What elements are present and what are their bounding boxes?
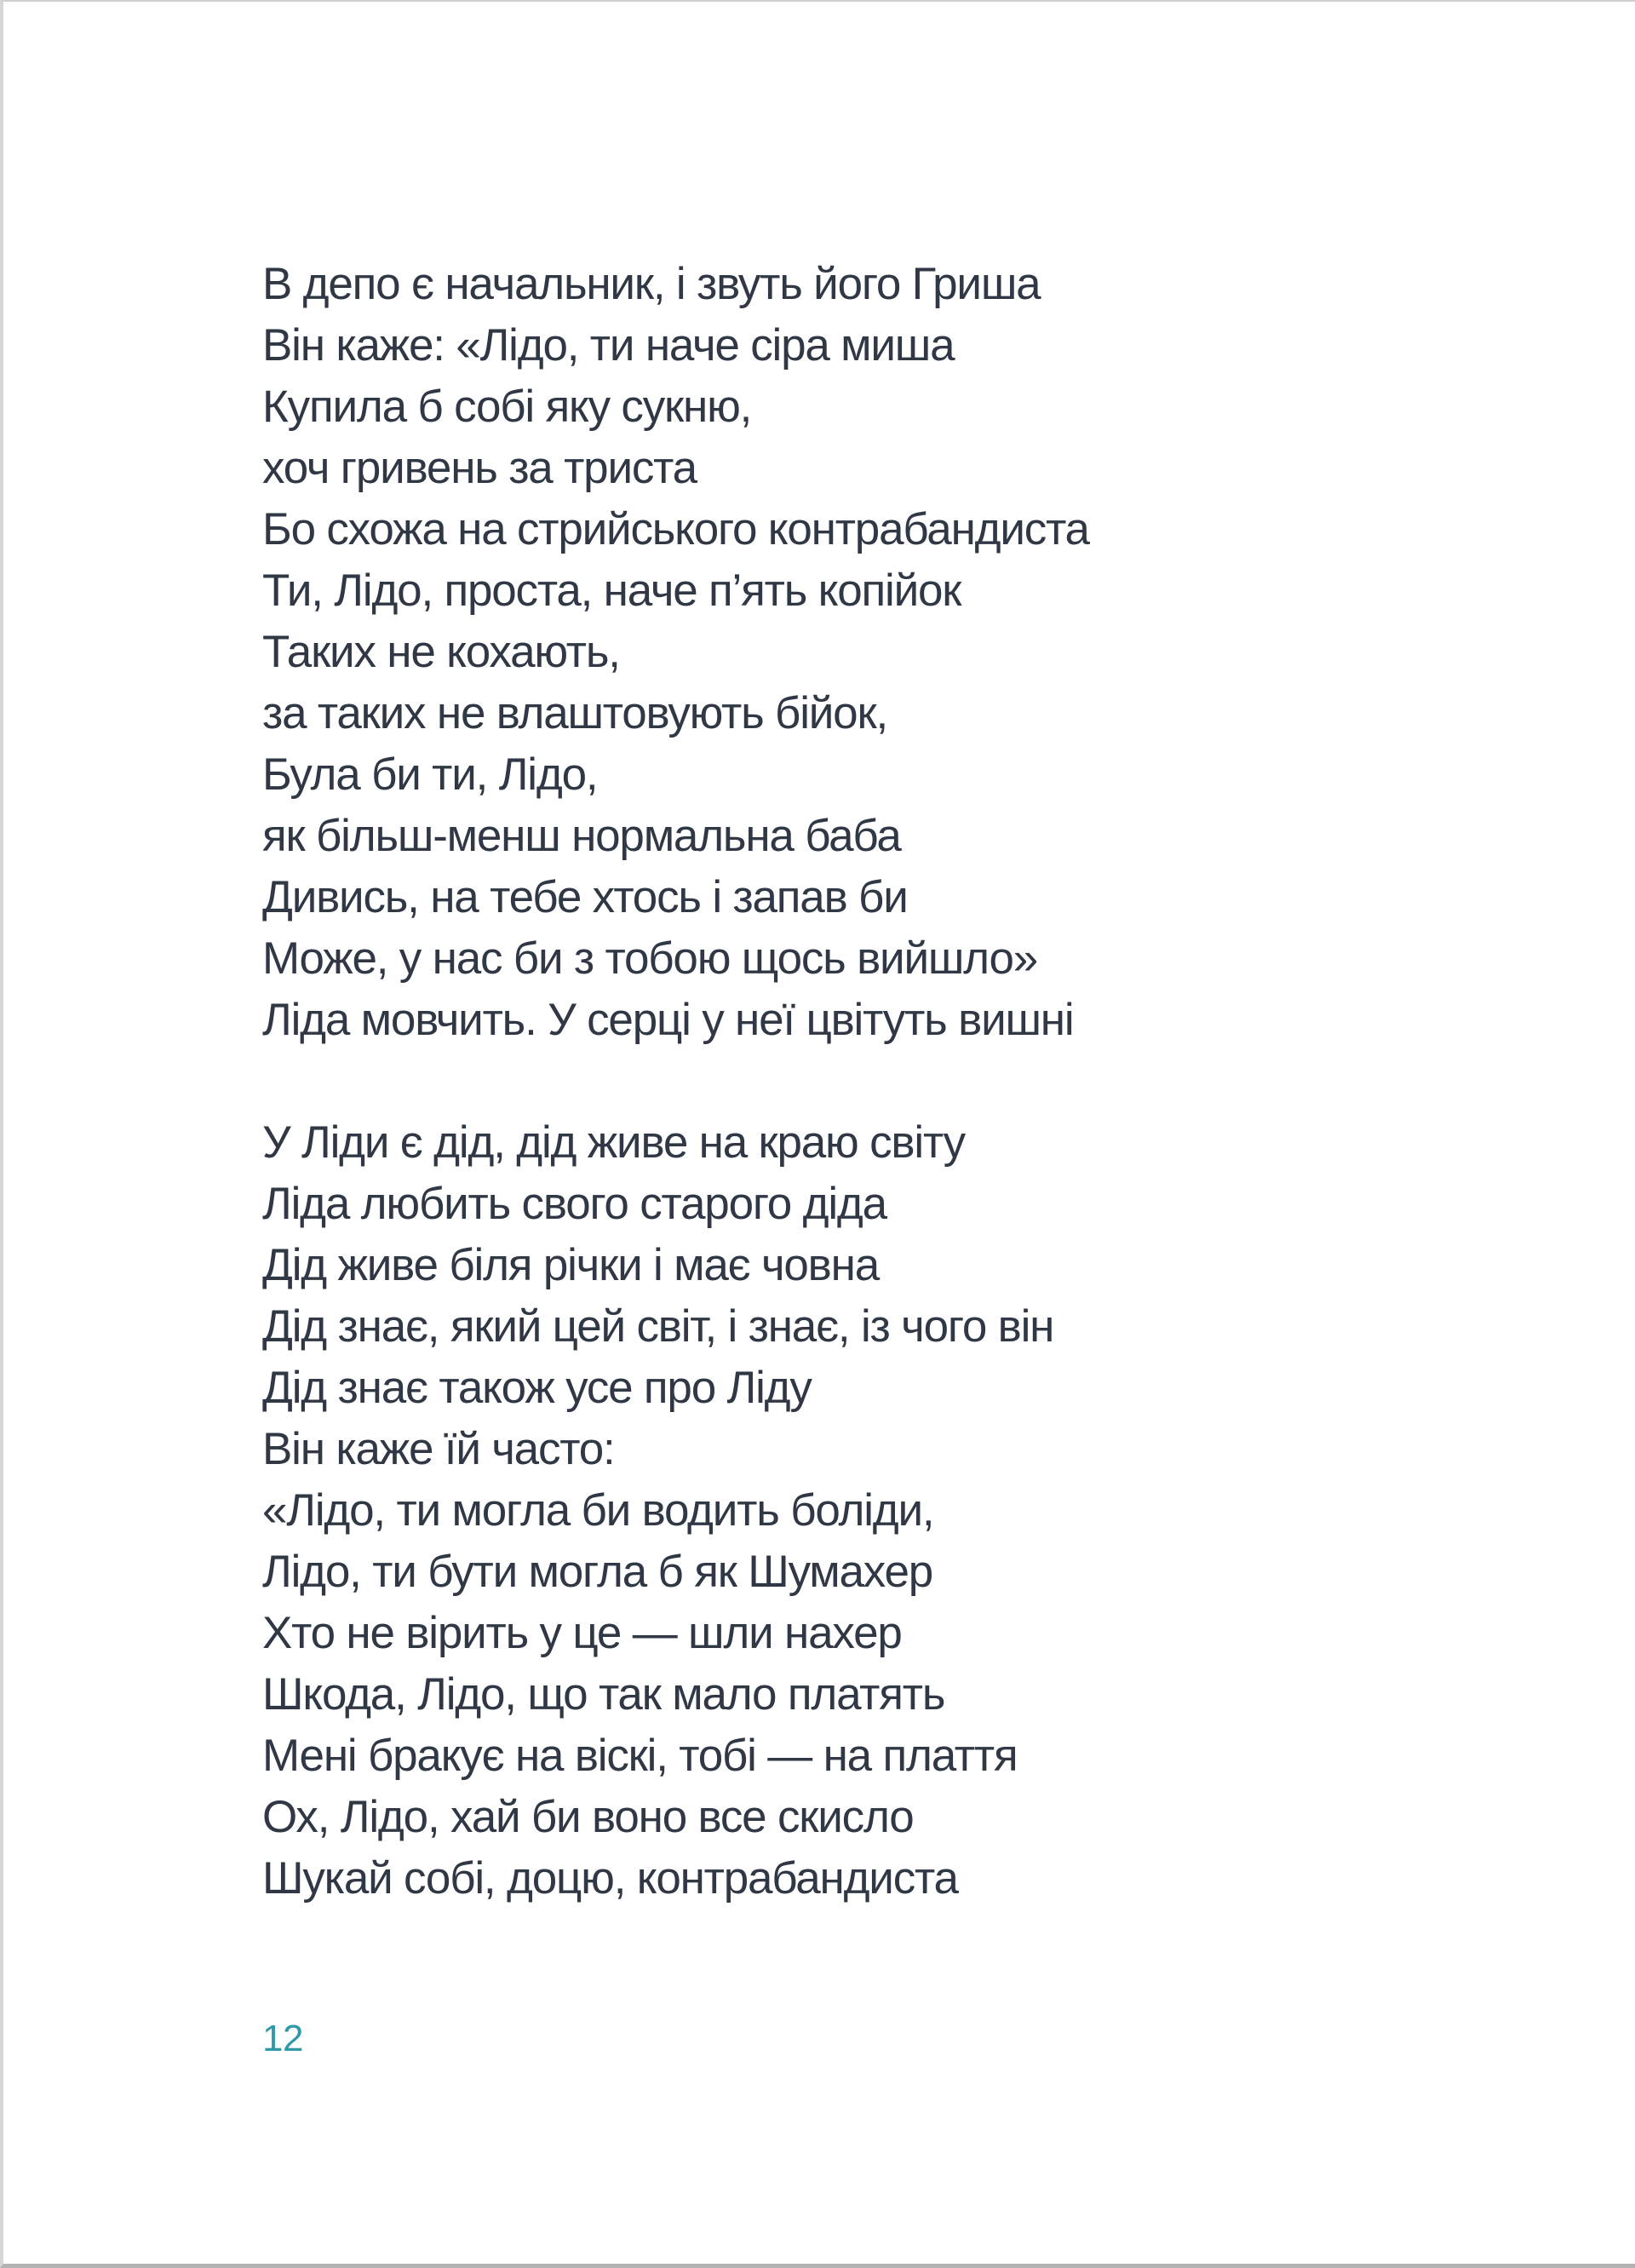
poem-line: за таких не влаштовують бійок, [262,688,887,738]
poem-line: Дід живе біля річки і має човна [262,1240,879,1290]
poem-line: Хто не вірить у це — шли нахер [262,1608,902,1658]
poem-line: Дивись, на тебе хтось і запав би [262,872,908,922]
poem-line: В депо є начальник, і звуть його Гриша [262,259,1041,309]
poem-line: Ти, Лідо, проста, наче п’ять копійок [262,566,961,616]
poem-line: Ох, Лідо, хай би воно все скисло [262,1792,914,1842]
poem-line: Таких не кохають, [262,627,620,677]
poem-line: Дід знає, який цей світ, і знає, із чого він [262,1301,1054,1352]
poem-line: У Ліди є дід, дід живе на краю світу [262,1117,965,1168]
poem-stanza-1 [262,254,1567,1051]
poem-line: Ліда любить свого старого діда [262,1179,886,1229]
poem-line: Дід знає також усе про Ліду [262,1363,812,1413]
poem-line: «Лідо, ти могла би водить боліди, [262,1485,934,1536]
poem-line: Бо схожа на стрийського контрабандиста [262,504,1089,554]
poem-line: Шкода, Лідо, що так мало платять [262,1669,945,1720]
poem-line: Він каже їй часто: [262,1424,615,1474]
poem-line: як більш-менш нормальна баба [262,811,901,861]
poem-line: Мені бракує на віскі, тобі — на плаття [262,1731,1018,1781]
poem-line: Він каже: «Лідо, ти наче сіра миша [262,320,955,370]
poem-stanza-2 [262,1112,1567,1909]
poem-line: Була би ти, Лідо, [262,749,598,800]
poem-line: Лідо, ти бути могла б як Шумахер [262,1547,933,1597]
poem-line: Купила б собі яку сукню, [262,382,752,432]
poem-line: Шукай собі, доцю, контрабандиста [262,1853,958,1903]
poem-line: Ліда мовчить. У серці у неї цвітуть вишні [262,995,1074,1045]
poem-line: Може, у нас би з тобою щось вийшло» [262,933,1038,984]
page-number: 12 [262,2018,303,2059]
poem-line: хоч гривень за триста [262,443,697,493]
